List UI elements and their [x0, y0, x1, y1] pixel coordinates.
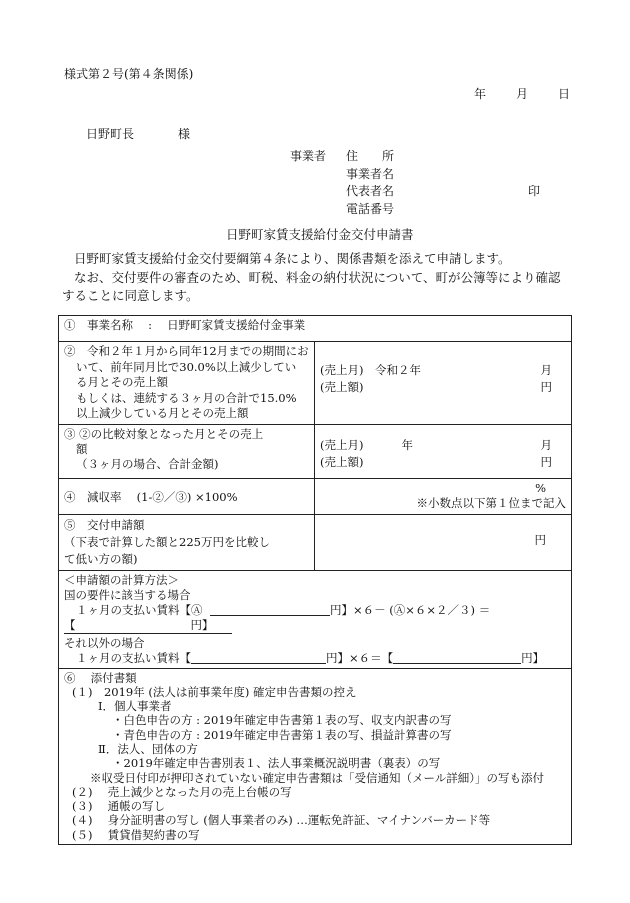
attach-item-3: (３) 通帳の写し: [72, 799, 166, 814]
business-name-row: ① 事業名称 : 日野町家賃支援給付金事業: [59, 316, 572, 342]
representative-label: 代表者名: [346, 184, 395, 198]
calc-other-line: [64, 651, 566, 666]
applicant-block: [290, 148, 541, 218]
comparison-month-answer[interactable]: [315, 424, 572, 478]
attach-item-1-individual: Ⅰ．個人事業者: [98, 699, 172, 714]
attachments-section: [59, 668, 572, 845]
sales-amount-unit: 円: [540, 380, 552, 394]
date-day: 日: [558, 87, 571, 101]
reduction-rate-answer[interactable]: [315, 478, 572, 514]
intro-text: [62, 250, 572, 306]
applicant-group-label: 事業者: [290, 149, 327, 163]
phone-label: 電話番号: [346, 201, 395, 216]
decrease-month-text-4: もしくは、連続する３ヶ月の合計で15.0%: [76, 390, 297, 405]
comparison-month-question: [59, 424, 315, 478]
comparison-text-1: ③ ②の比較対象となった月とその売上: [64, 426, 264, 441]
business-name-label: 事業者名: [346, 166, 395, 181]
comparison-amount-unit: 円: [540, 454, 552, 469]
decrease-month-text-3: る月とその売上額: [76, 375, 168, 389]
application-table: [58, 315, 572, 845]
form-number: 様式第２号(第４条関係): [64, 67, 194, 81]
calc-other-label: それ以外の場合: [64, 635, 145, 650]
date-month: 月: [516, 87, 529, 101]
calc-national-result[interactable]: 【 円】: [64, 618, 232, 634]
grant-amount-text-2: （下表で計算した額と225万円を比較し: [64, 534, 270, 549]
attach-item-1: (１) 2019年 (法人は前事業年度) 確定申告書類の控え: [72, 684, 357, 699]
attach-item-1-blue: ・青色申告の方 : 2019年確定申告書第１表の写、損益計算書の写: [112, 727, 452, 742]
sales-month-label: (売上月) 令和２年: [320, 363, 421, 377]
addressee-name: 日野町長: [86, 127, 135, 141]
reduction-rate-label: [59, 478, 315, 514]
intro-paragraph-1: 日野町家賃支援給付金交付要綱第４条により、関係書類を添えて申請します。: [74, 251, 511, 266]
sales-month-unit: 月: [540, 363, 552, 377]
decrease-month-text-2: いて、前年同月比で30.0%以上減少してい: [76, 359, 297, 374]
decrease-month-text-5: 以上減少している月とその売上額: [76, 406, 249, 420]
comparison-month-label: (売上月): [320, 437, 364, 452]
date-year: 年: [474, 87, 487, 101]
reduction-rate-text: ④ 減収率 (1-②／③) ×100%: [64, 489, 238, 504]
attach-item-5: (５) 賃貸借契約書の写: [72, 827, 200, 842]
calc-other-rent-label: １ヶ月の支払い賃料【: [76, 650, 191, 665]
decrease-month-text-1: ② 令和２年１月から同年12月までの期間にお: [64, 344, 309, 358]
grant-amount-text-3: て低い方の額): [64, 551, 138, 566]
comparison-year-label: 年: [401, 437, 413, 452]
document-title: 日野町家賃支援給付金交付申請書: [226, 227, 414, 242]
attach-item-1-white: ・白色申告の方 : 2019年確定申告書第１表の写、収支内訳書の写: [112, 713, 452, 728]
calc-heading: ＜申請額の計算方法＞: [64, 572, 179, 587]
calc-national-rent-label: １ヶ月の支払い賃料【Ⓐ: [76, 602, 203, 617]
attach-item-1-corporate: Ⅱ．法人、団体の方: [98, 741, 198, 756]
comparison-month-unit: 月: [540, 437, 552, 452]
reduction-rate-note: ※小数点以下第１位まで記入: [416, 495, 566, 510]
addressee: [86, 126, 190, 142]
intro-paragraph-2: なお、交付要件の審査のため、町税、料金の納付状況について、町が公簿等により確認することに同意します。: [62, 269, 561, 303]
decrease-month-answer[interactable]: [315, 342, 572, 425]
seal-mark: 印: [528, 184, 541, 198]
grant-amount-label: [59, 514, 315, 570]
grant-amount-unit: 円: [534, 532, 546, 547]
comparison-amount-label: (売上額): [320, 454, 364, 469]
reduction-rate-unit: %: [535, 480, 546, 495]
calc-other-result-suffix: 円】: [521, 650, 545, 665]
sales-amount-label: (売上額): [320, 380, 364, 394]
grant-amount-answer[interactable]: [315, 514, 572, 570]
decrease-month-question: [59, 342, 315, 425]
address-label: 住 所: [346, 149, 395, 163]
attach-item-1-note: ※収受日付印が押印されていない確定申告書類は「受信通知（メール詳細）」の写も添付: [90, 770, 545, 785]
calc-national-line-1: [64, 603, 566, 618]
calculation-method-section: [59, 570, 572, 668]
calc-other-result-field[interactable]: [393, 651, 521, 664]
calc-national-label: 国の要件に該当する場合: [64, 587, 191, 602]
calc-other-formula: 円】×６＝【: [326, 650, 394, 665]
calc-national-rent-field[interactable]: [210, 603, 330, 616]
attach-heading: ⑥ 添付書類: [64, 670, 137, 685]
calc-national-formula: 円】×６－ (Ⓐ×６×２／３) ＝: [330, 602, 491, 617]
attach-item-2: (２) 売上減少となった月の売上台帳の写: [72, 784, 292, 799]
calc-other-rent-field[interactable]: [191, 651, 326, 664]
date-line: [474, 86, 570, 102]
grant-amount-text-1: ⑤ 交付申請額: [64, 517, 145, 532]
comparison-text-3: （３ヶ月の場合、合計金額): [76, 456, 219, 471]
addressee-suffix: 様: [178, 127, 191, 141]
attach-item-4: (４) 身分証明書の写し (個人事業者のみ) …運転免許証、マイナンバーカード等: [72, 813, 491, 828]
attach-item-1-corporate-docs: ・2019年確定申告書別表１、法人事業概況説明書（裏表）の写: [112, 756, 441, 771]
comparison-text-2: 額: [76, 441, 88, 456]
